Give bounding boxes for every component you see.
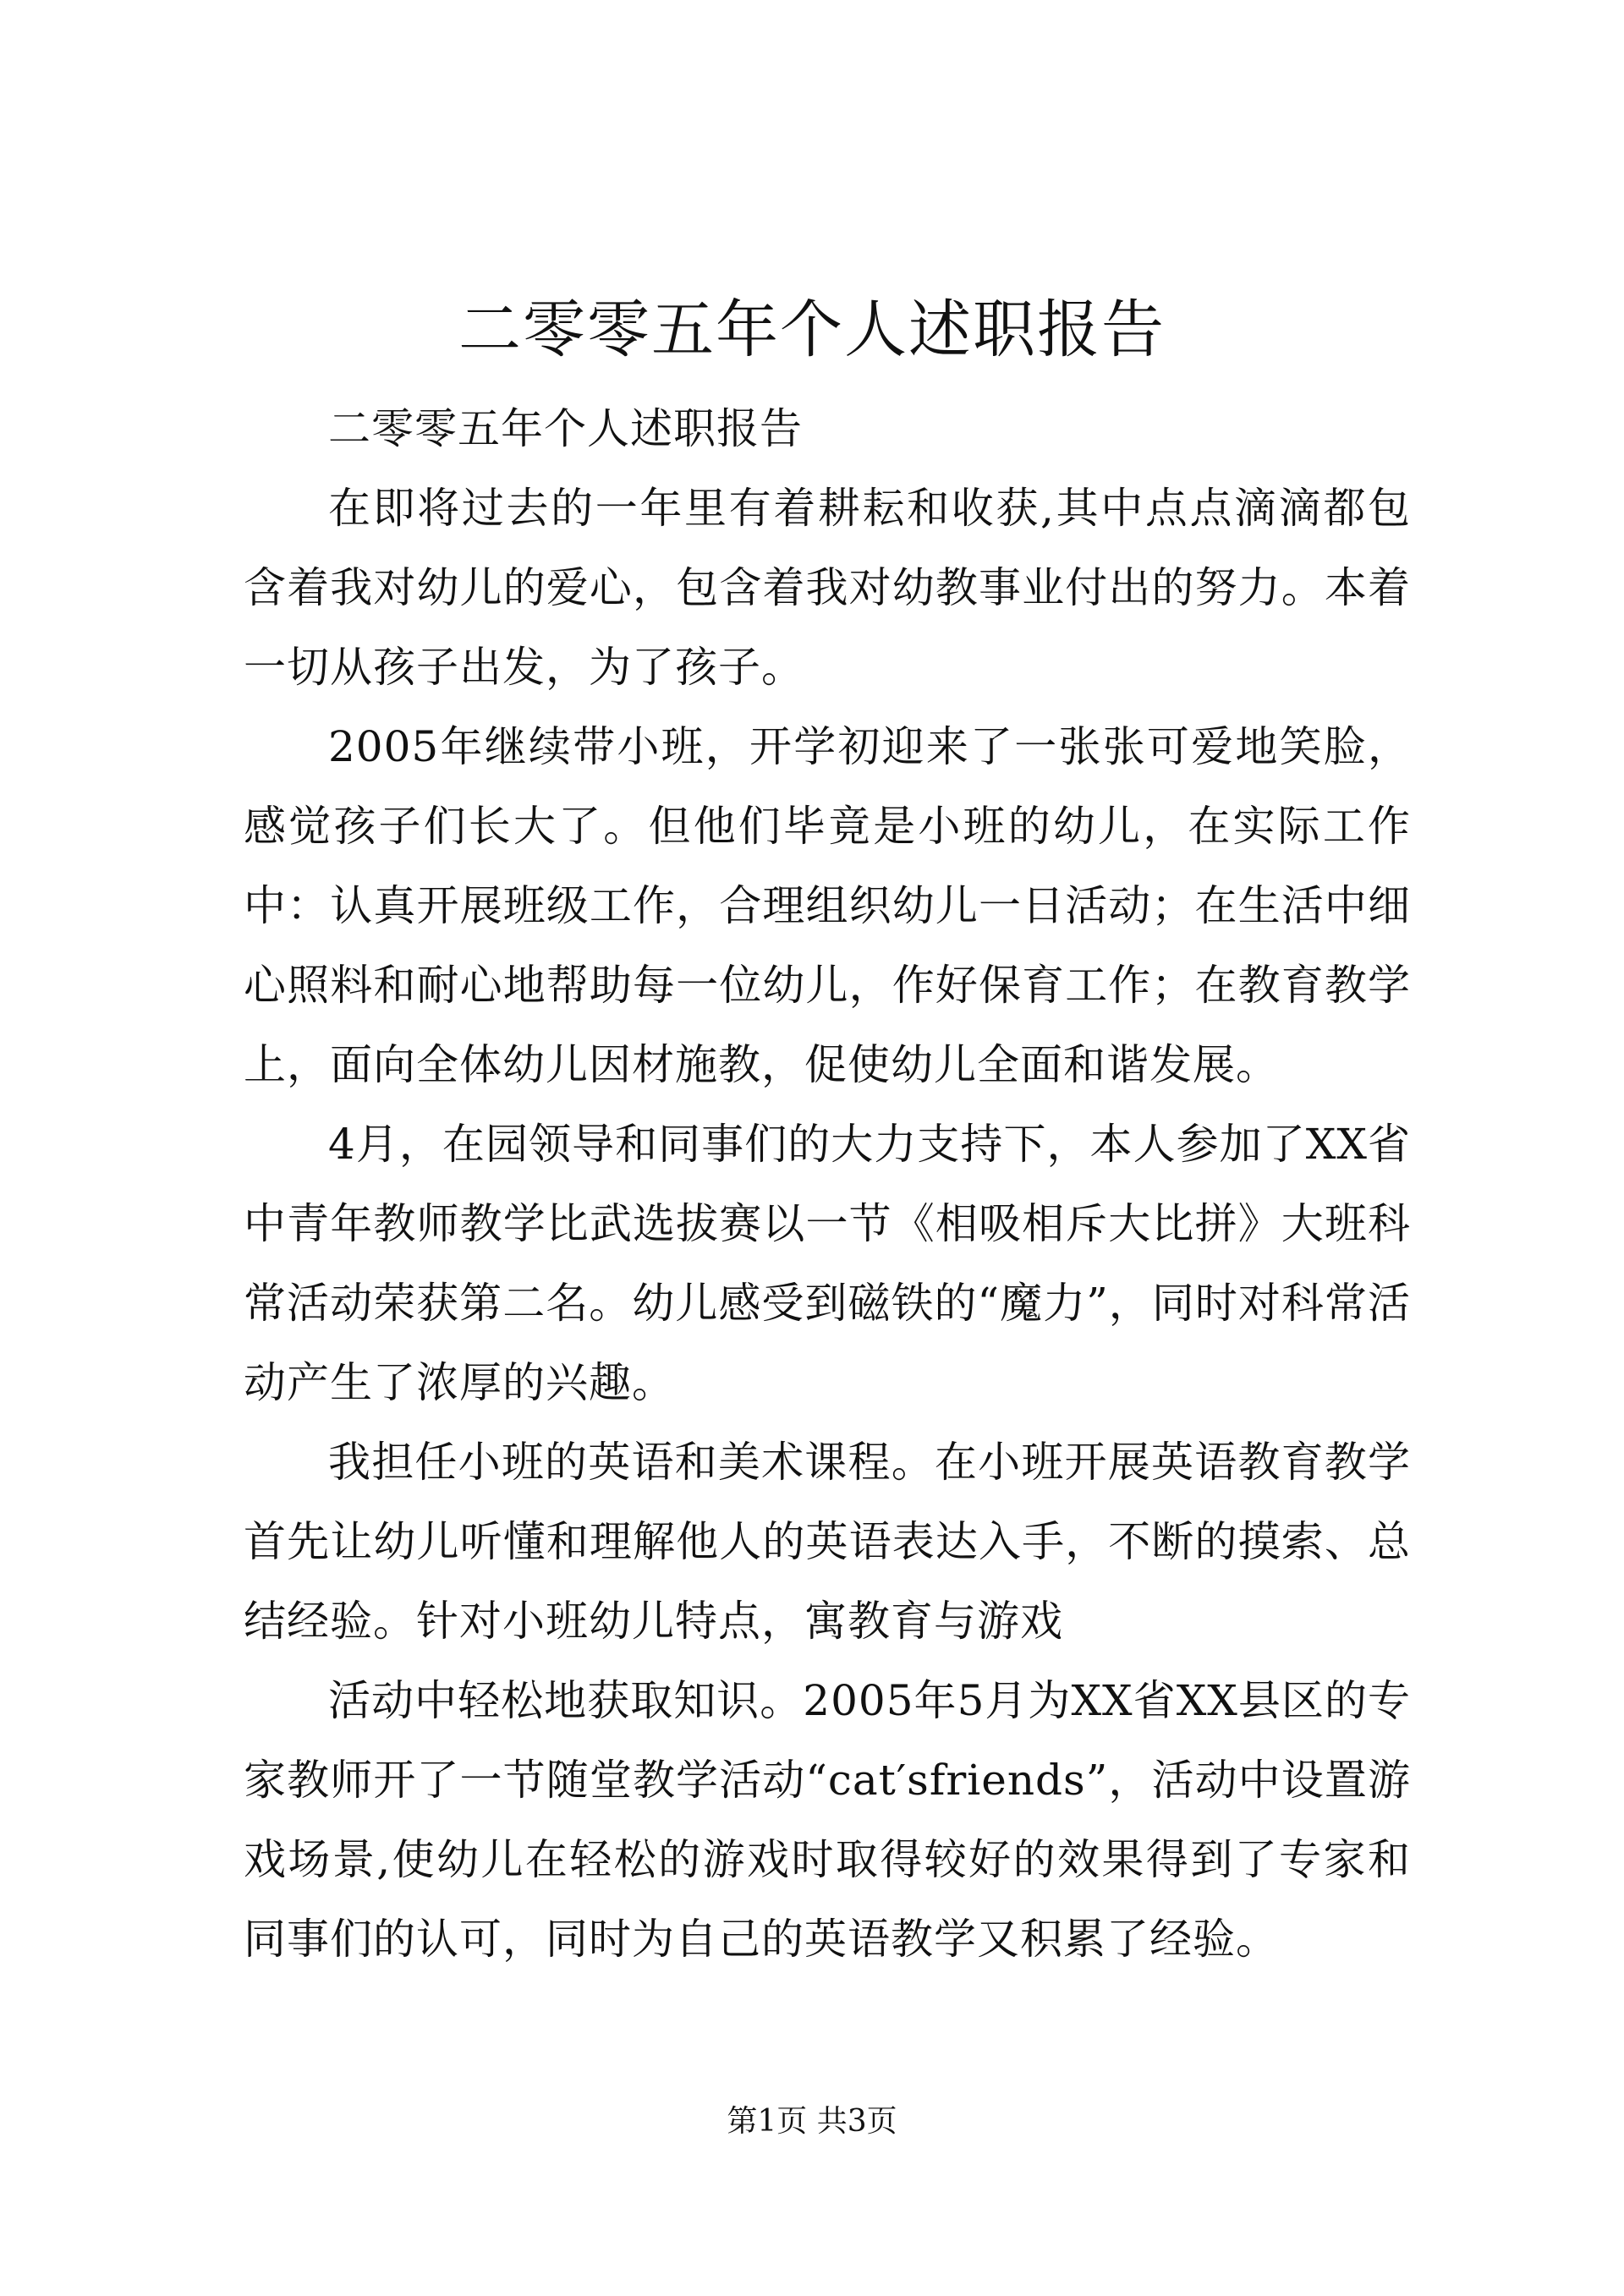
- document-title: 二零零五年个人述职报告: [458, 293, 1166, 366]
- paragraph-small-class: 2005年继续带小班，开学初迎来了一张张可爱地笑脸，感觉孩子们长大了。但他们毕竟是小班的幼儿，在实际工作中：认真开展班级工作，合理组织幼儿一日活动；在生活中细心照料和耐心地帮助每一位幼儿，作好保育工作；在教育教学上，面向全体幼儿因材施教，促使幼儿全面和谐发展。: [244, 722, 1411, 1089]
- paragraph-competition: 4月，在园领导和同事们的大力支持下，本人参加了XX省中青年教师教学比武选拔赛以一节《相吸相斥大比拼》大班科常活动荣获第二名。幼儿感受到磁铁的“魔力”，同时对科常活动产生了浓厚的兴趣。: [244, 1120, 1411, 1407]
- page-number-footer: 第1页 共3页: [727, 2104, 897, 2139]
- paragraph-heading: 二零零五年个人述职报告: [328, 404, 803, 453]
- document-body: [244, 389, 1411, 1979]
- paragraph-english-art: 我担任小班的英语和美术课程。在小班开展英语教育教学首先让幼儿听懂和理解他人的英语表达入手，不断的摸索、总结经验。针对小班幼儿特点，寓教育与游戏: [244, 1438, 1411, 1646]
- paragraph-intro: 在即将过去的一年里有着耕耘和收获,其中点点滴滴都包含着我对幼儿的爱心，包含着我对幼教事业付出的努力。本着一切从孩子出发，为了孩子。: [244, 484, 1411, 692]
- paragraph-activity: 活动中轻松地获取知识。2005年5月为XX省XX县区的专家教师开了一节随堂教学活动“cat′sfriends”，活动中设置游戏场景,使幼儿在轻松的游戏时取得较好的效果得到了专家和同事们的认可，同时为自己的英语教学又积累了经验。: [244, 1676, 1411, 1964]
